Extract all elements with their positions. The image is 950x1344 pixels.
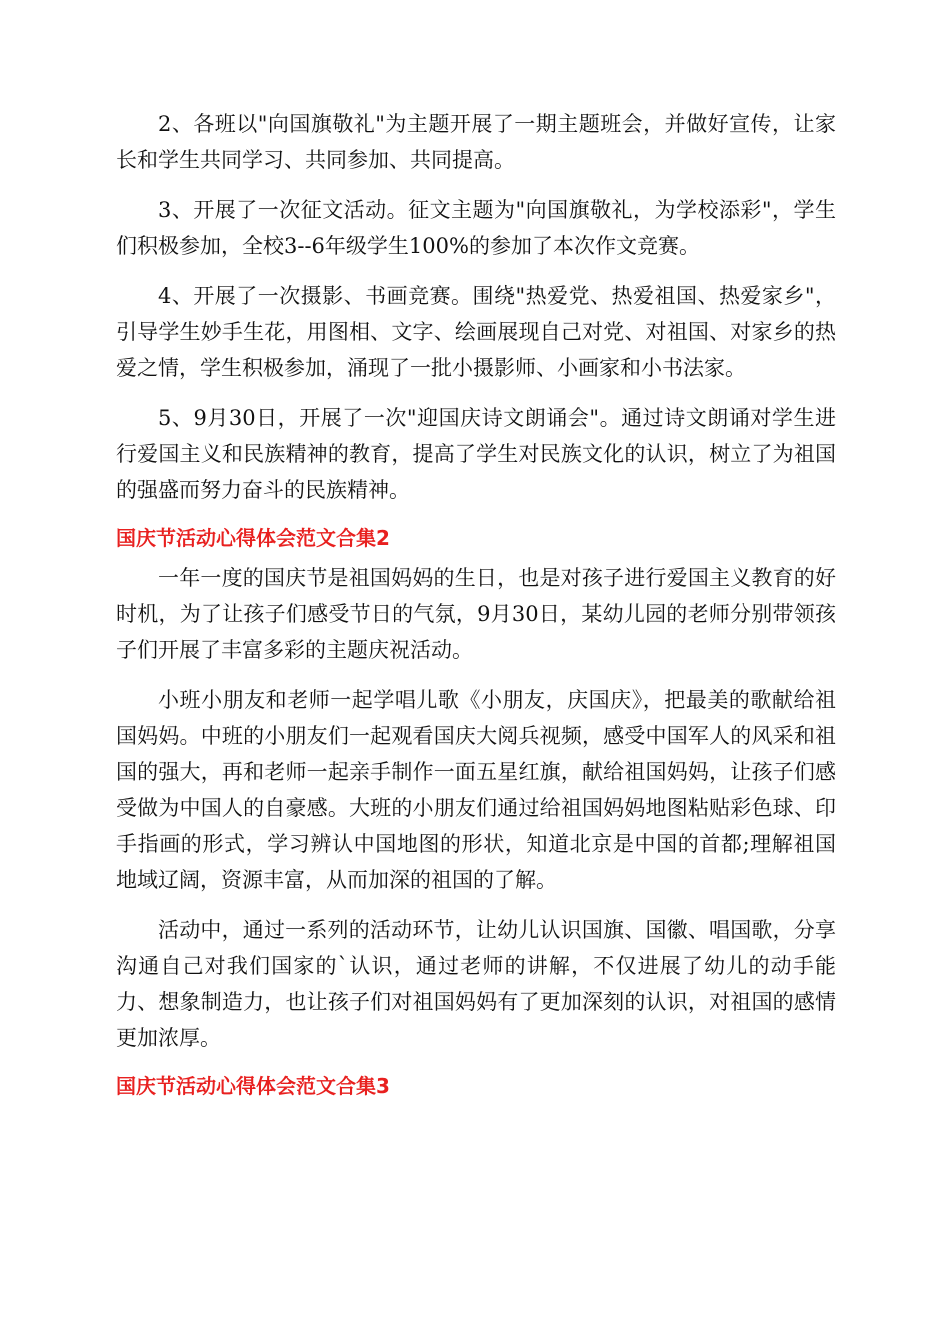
paragraph: 小班小朋友和老师一起学唱儿歌《小朋友，庆国庆》，把最美的歌献给祖国妈妈。中班的小朋友们一起观看国庆大阅兵视频，感受中国军人的风采和祖国的强大，再和老师一起亲手制作一面五星红旗，献给祖国妈妈，让孩子们感受做为中国人的自豪感。大班的小朋友们通过给祖国妈妈地图粘贴彩色球、印手指画的形式，学习辨认中国地图的形状，知道北京是中国的首都;理解祖国地域辽阔，资源丰富，从而加深的祖国的了解。 [116, 688, 836, 892]
paragraph: 4、开展了一次摄影、书画竞赛。围绕"热爱党、热爱祖国、热爱家乡"，引导学生妙手生花，用图相、文字、绘画展现自己对党、对祖国、对家乡的热爱之情，学生积极参加，涌现了一批小摄影师、小画家和小书法家。 [116, 284, 836, 380]
section-heading-2: 国庆节活动心得体会范文合集2 [116, 526, 390, 550]
paragraph: 2、各班以"向国旗敬礼"为主题开展了一期主题班会，并做好宣传，让家长和学生共同学习、共同参加、共同提高。 [116, 112, 836, 172]
paragraph: 一年一度的国庆节是祖国妈妈的生日，也是对孩子进行爱国主义教育的好时机，为了让孩子们感受节日的气氛，9月30日，某幼儿园的老师分别带领孩子们开展了丰富多彩的主题庆祝活动。 [116, 566, 836, 662]
section-heading-3: 国庆节活动心得体会范文合集3 [116, 1074, 390, 1098]
paragraph: 3、开展了一次征文活动。征文主题为"向国旗敬礼，为学校添彩"，学生们积极参加，全校3--6年级学生100%的参加了本次作文竞赛。 [116, 198, 836, 258]
paragraph: 活动中，通过一系列的活动环节，让幼儿认识国旗、国徽、唱国歌，分享沟通自己对我们国家的`认识，通过老师的讲解，不仅进展了幼儿的动手能力、想象制造力，也让孩子们对祖国妈妈有了更加深刻的认识，对祖国的感情更加浓厚。 [116, 918, 836, 1050]
document-body [116, 106, 836, 1108]
paragraph: 5、9月30日，开展了一次"迎国庆诗文朗诵会"。通过诗文朗诵对学生进行爱国主义和民族精神的教育，提高了学生对民族文化的认识，树立了为祖国的强盛而努力奋斗的民族精神。 [116, 406, 836, 502]
